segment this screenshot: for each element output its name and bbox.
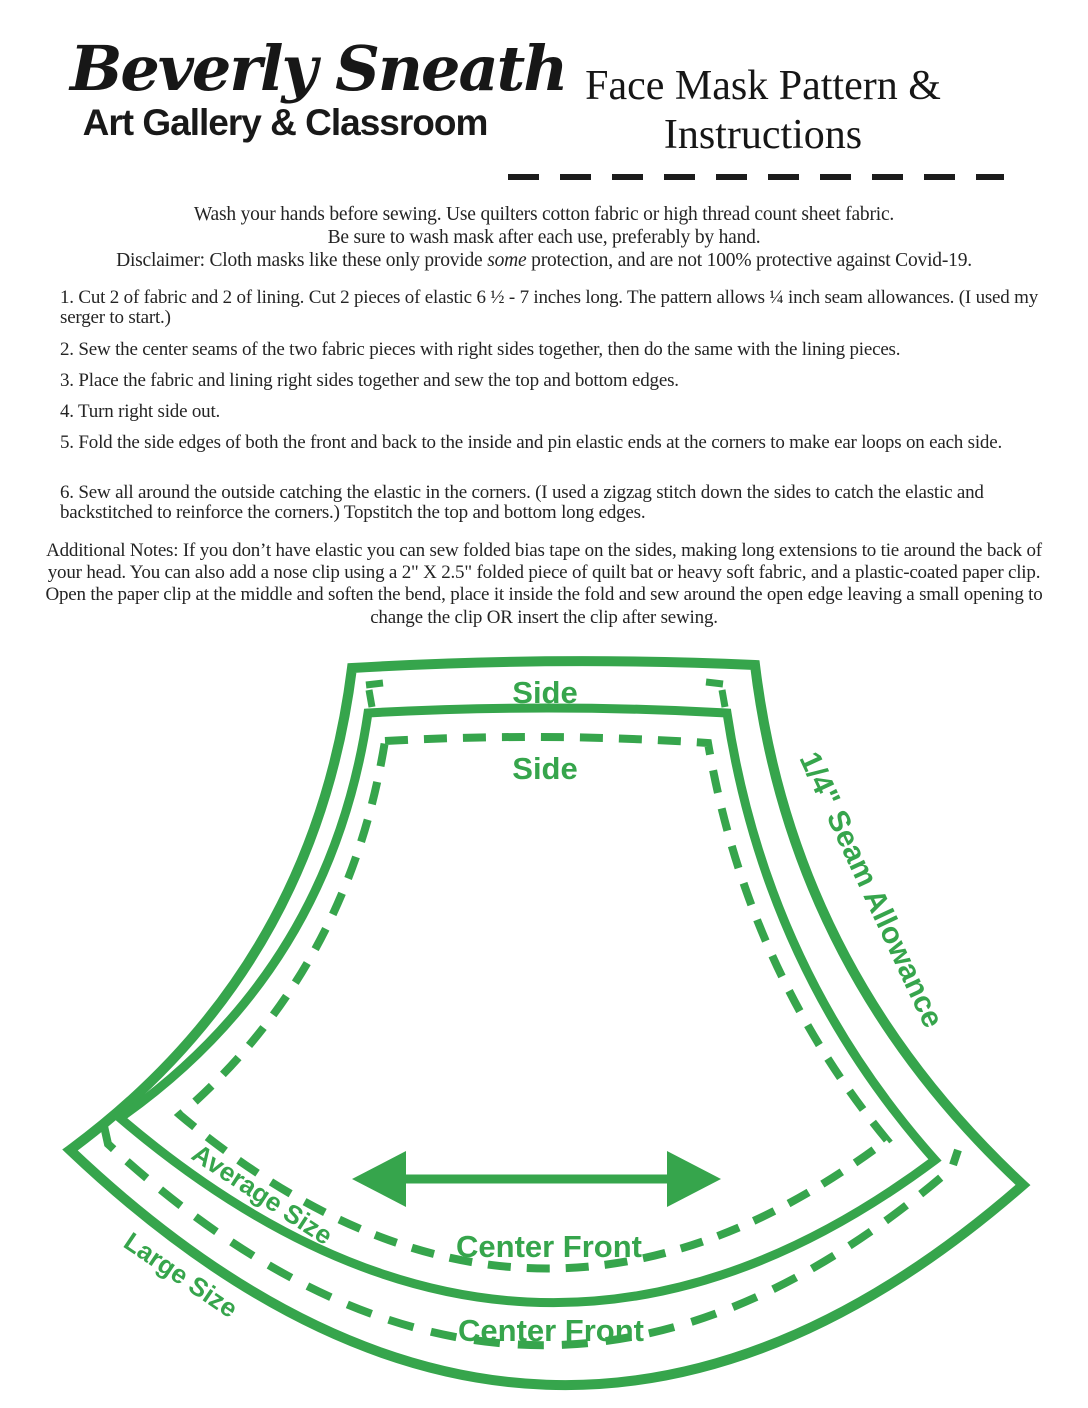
disclaimer-post: protection, and are not 100% protective against Covid-19. [526, 250, 972, 271]
seam-mark-top-right-v [722, 690, 725, 707]
disclaimer-pre: Disclaimer: Cloth masks like these only provide [116, 250, 488, 271]
seam-line-average [180, 737, 887, 1269]
label-center-front-top: Center Front [456, 1229, 642, 1264]
title-dashed-underline [508, 174, 1004, 180]
step-1: 1. Cut 2 of fabric and 2 of lining. Cut 2 pieces of elastic 6 ½ - 7 inches long. The pattern allows ¼ inch seam allowances. (I used my serger to start.) [60, 287, 1039, 329]
title-line-1: Face Mask Pattern & [585, 63, 941, 109]
additional-notes: Additional Notes: If you don’t have elastic you can sew folded bias tape on the sides, making long extensions to tie around the back of your head. You can also add a nose clip using a 2" X 2.5" folded piece of quilt bat or heavy soft fabric, and a plastic-coated paper clip. Open the paper clip at the middle and soften the bend, place it inside the fold and sew around the open edge leaving a small opening to change the clip OR insert the clip after sewing. [45, 540, 1043, 628]
document-title [508, 62, 1018, 180]
step-6: 6. Sew all around the outside catching the elastic in the corners. (I used a zigzag stitch down the sides to catch the elastic and backstitched to reinforce the corners.) Topstitch the top and bottom long edges. [60, 482, 984, 524]
step-2: 2. Sew the center seams of the two fabric pieces with right sides together, then do the same with the lining pieces. [60, 339, 901, 360]
label-seam-allowance: 1/4" Seam Allowance [792, 747, 950, 1033]
label-large-size: Large Size [118, 1226, 244, 1324]
label-center-front-bottom: Center Front [458, 1313, 644, 1348]
pattern-diagram [0, 640, 1088, 1408]
logo-script-name: Beverly Sneath [70, 32, 567, 105]
label-side-outer: Side [512, 675, 578, 710]
seam-mark-top-left [366, 683, 383, 685]
seam-mark-top-right [706, 682, 723, 684]
disclaimer-emphasis: some [487, 250, 527, 271]
intro-line-2: Be sure to wash mask after each use, preferably by hand. [327, 227, 761, 248]
logo-subtitle: Art Gallery & Classroom [82, 102, 488, 143]
intro-paragraph [40, 203, 1048, 272]
intro-line-1: Wash your hands before sewing. Use quilters cotton fabric or high thread count sheet fabric. [193, 204, 895, 225]
step-3: 3. Place the fabric and lining right sides together and sew the top and bottom edges. [60, 370, 679, 391]
disclaimer-line [40, 249, 1048, 272]
width-arrow-head-left [352, 1151, 406, 1207]
step-4: 4. Turn right side out. [60, 401, 221, 422]
label-average-size: Average Size [186, 1137, 339, 1251]
label-side-inner: Side [512, 751, 578, 786]
width-arrow-head-right [667, 1151, 721, 1207]
logo [70, 32, 567, 144]
step-5: 5. Fold the side edges of both the front and back to the inside and pin elastic ends at the corners to make ear loops on each side. [60, 432, 1003, 453]
seam-mark-top-left-v [369, 690, 372, 707]
title-line-2: Instructions [663, 112, 863, 159]
